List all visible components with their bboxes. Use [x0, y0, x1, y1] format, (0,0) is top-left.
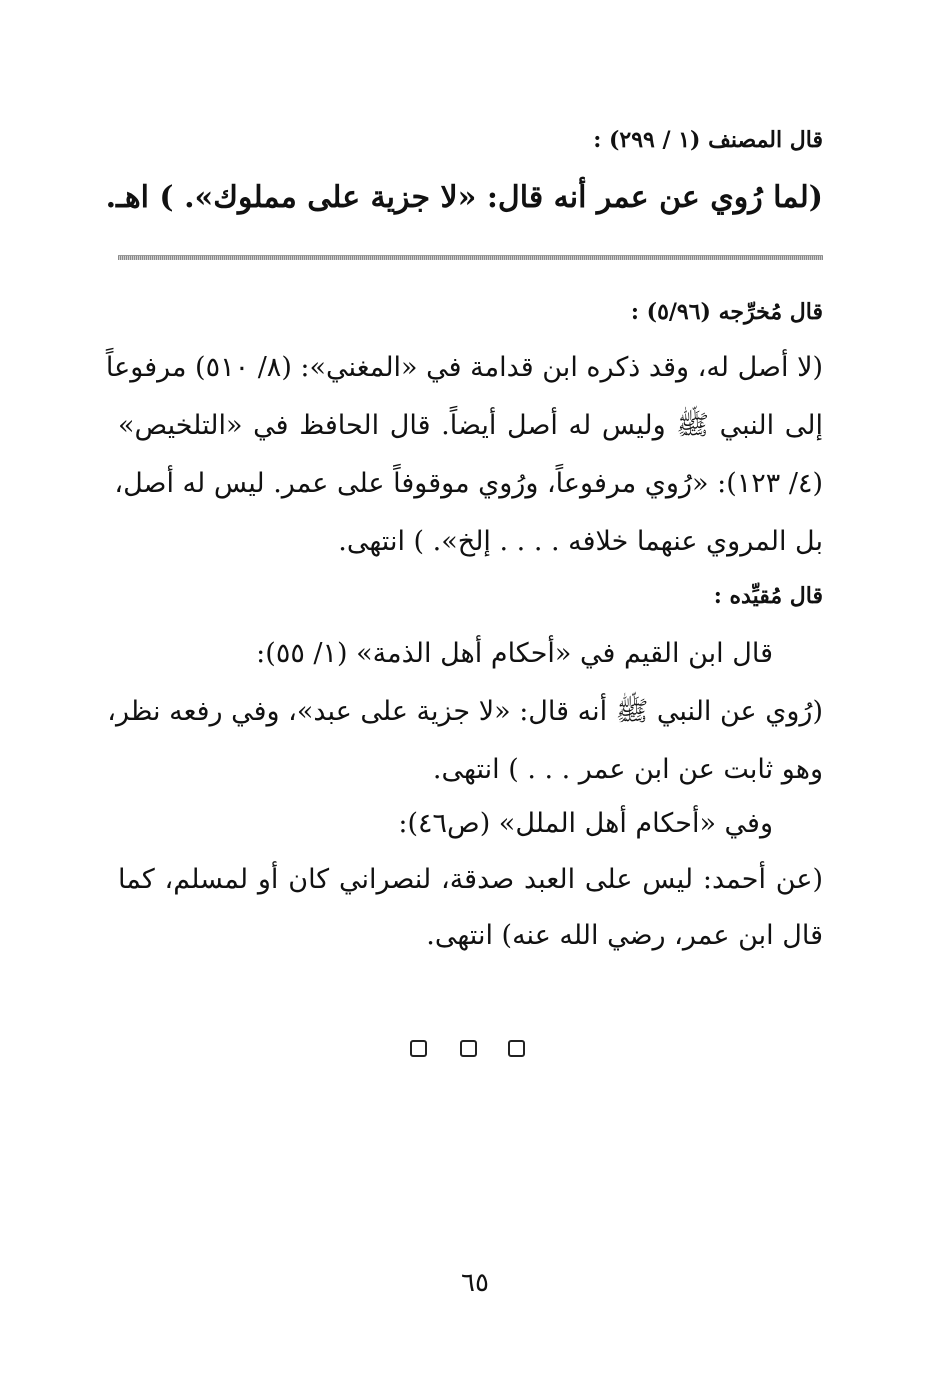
- author-heading: قال المصنف (١ / ٢٩٩) :: [593, 127, 823, 153]
- author-quote: (لما رُوي عن عمر أنه قال: «لا جزية على مملوك». ) اهـ.: [105, 180, 823, 215]
- page-number: ٦٥: [461, 1268, 489, 1298]
- muqayyid-line-4: وفي «أحكام أهل الملل» (ص٤٦):: [398, 808, 773, 839]
- takhrij-heading: قال مُخرِّجه (٥/٩٦) :: [630, 299, 823, 325]
- square-ornament-icon: [460, 1040, 477, 1057]
- muqayyid-heading: قال مُقيِّده :: [713, 583, 823, 609]
- takhrij-line-3: (٤/ ١٢٣): «رُوي مرفوعاً، ورُوي موقوفاً على عمر. ليس له أصل،: [114, 468, 823, 499]
- muqayyid-line-6: قال ابن عمر، رضي الله عنه) انتهى.: [426, 920, 823, 951]
- section-end-ornament: [410, 1040, 530, 1060]
- square-ornament-icon: [410, 1040, 427, 1057]
- muqayyid-line-2: (رُوي عن النبي ﷺ أنه قال: «لا جزية على عبد»، وفي رفعه نظر،: [107, 696, 823, 727]
- muqayyid-line-5: (عن أحمد: ليس على العبد صدقة، لنصراني كان أو لمسلم، كما: [118, 864, 823, 895]
- muqayyid-line-3: وهو ثابت عن ابن عمر . . . ) انتهى.: [432, 754, 823, 785]
- section-divider: [118, 255, 823, 260]
- takhrij-line-1: (لا أصل له، وقد ذكره ابن قدامة في «المغني»: (٨/ ٥١٠) مرفوعاً: [105, 352, 823, 383]
- muqayyid-line-1: قال ابن القيم في «أحكام أهل الذمة» (١/ ٥٥):: [256, 638, 773, 669]
- takhrij-line-4: بل المروي عنهما خلافه . . . . إلخ». ) انتهى.: [338, 526, 823, 557]
- takhrij-line-2: إلى النبي ﷺ وليس له أصل أيضاً. قال الحافظ في «التلخيص»: [118, 410, 823, 441]
- square-ornament-icon: [508, 1040, 525, 1057]
